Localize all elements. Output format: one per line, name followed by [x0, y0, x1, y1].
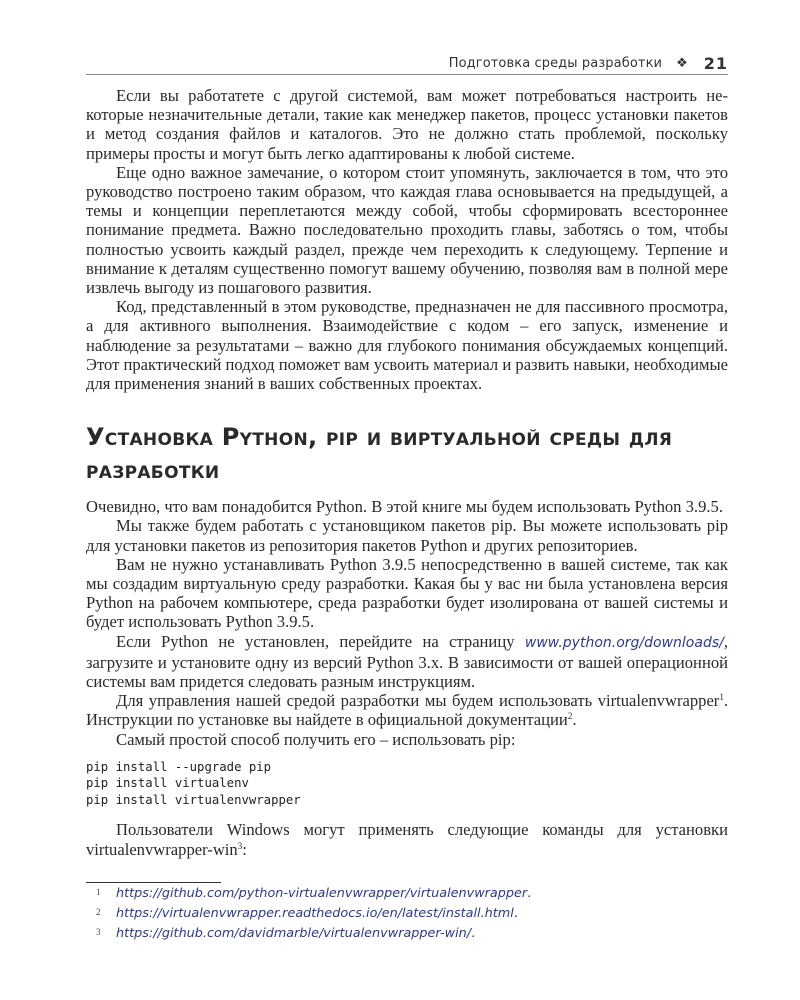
footnote	[86, 904, 728, 924]
footnote-number: 1	[96, 887, 101, 897]
footnote-ref-1[interactable]: 1	[719, 692, 724, 703]
page-number: 21	[703, 53, 728, 73]
paragraph: Код, представленный в этом руководстве, предназначен не для пассивного просмотра, а для активного выполнения. Взаимодействие с кодом – его запуск, изменение и наблюдение за результатами – важно для глубокого понимания обсуждаемых концепций. Этот практический подход поможет вам усвоить материал и развить навыки, необходимые для применения знаний в ваших собственных проектах.	[86, 297, 728, 394]
paragraph	[86, 632, 728, 692]
paragraph-text: .	[572, 710, 577, 730]
footnote-punct: .	[471, 926, 476, 941]
footnote	[86, 924, 728, 944]
code-line: pip install virtualenv	[86, 776, 249, 791]
python-downloads-link[interactable]: www.python.org/downloads/	[524, 634, 724, 651]
code-line: pip install virtualenvwrapper	[86, 792, 301, 807]
footnote-link[interactable]: https://github.com/python-virtualenvwrapper/virtualenvwrapper	[116, 886, 528, 901]
footnote-link[interactable]: https://github.com/davidmarble/virtualenvwrapper-win/	[116, 926, 472, 941]
paragraph: Очевидно, что вам понадобится Python. В этой книге мы будем использовать Python 3.9.5.	[86, 497, 723, 517]
paragraph-text: Пользователи Windows могут применять следующие команды для установки virtualenvwrapper-win	[86, 820, 728, 859]
footnote-punct: .	[527, 886, 532, 901]
paragraph-text: Для управления нашей средой разработки мы будем использовать virtualenvwrapper	[116, 691, 720, 711]
paragraph-text: Если Python не установлен, перейдите на страницу	[116, 631, 525, 651]
code-block	[86, 759, 728, 809]
paragraph-text: . Инструкции по установке вы найдете в официальной документации	[86, 691, 728, 730]
footnote-link[interactable]: https://virtualenvwrapper.readthedocs.io/en/latest/install.html	[116, 906, 514, 921]
footnote-ref-3[interactable]: 3	[237, 840, 243, 851]
paragraph: Самый простой способ получить его – использовать pip:	[116, 729, 516, 749]
ornament-icon: ❖	[676, 55, 688, 71]
footnote-number: 3	[96, 927, 101, 937]
paragraph: Еще одно важное замечание, о котором стоит упомянуть, заключается в том, что это руководство построено таким образом, что каждая глава основывается на предыдущей, а темы и концепции переплетаются между собой, чтобы сформировать всестороннее понимание предмета. Важно последовательно проходить главы, заботясь о том, чтобы полностью усвоить каждый раздел, прежде чем переходить к следующему. Терпение и внимание к деталям существенно помогут вашему обучению, позволяя вам в полной мере извлечь выгоду из пошагового развития.	[86, 162, 728, 298]
footnote-punct: .	[513, 906, 518, 921]
page-header	[86, 52, 728, 75]
running-title: Подготовка среды разработки	[448, 55, 663, 71]
paragraph-text: , загрузите и установите одну из версий Python 3.x. В зависимости от вашей операционной системы вам придется следовать разным инструкциям.	[86, 631, 728, 692]
paragraph	[86, 691, 728, 729]
paragraph: Мы также будем работать с установщиком пакетов pip. Вы можете использовать pip для установки пакетов из репозитория пакетов Python и других репозиториев.	[86, 516, 728, 555]
code-line: pip install --upgrade pip	[86, 759, 272, 774]
page-body	[86, 86, 728, 859]
paragraph-text: :	[242, 839, 247, 859]
section-heading: Установка Python, pip и виртуальной среды для разработки	[86, 423, 673, 485]
footnote	[86, 884, 728, 904]
footnote-ref-2[interactable]: 2	[567, 711, 573, 722]
footnotes	[86, 884, 728, 944]
footnote-number: 2	[96, 907, 101, 917]
paragraph	[86, 820, 728, 858]
paragraph: Вам не нужно устанавливать Python 3.9.5 непосредственно в вашей системе, так как мы создадим виртуальную среду разработки. Какая бы у вас ни была установлена версия Python на рабочем компьютере, среда разработки будет изолирована от вашей системы и будет использовать Python 3.9.5.	[86, 554, 728, 632]
paragraph: Если вы работатете с другой системой, вам может потребоваться настроить некоторые незначительные детали, такие как менеджер пакетов, процесс установки пакетов и метод создания файлов и каталогов. Это не должно стать проблемой, поскольку примеры просты и могут быть легко адаптированы к любой системе.	[86, 86, 728, 163]
